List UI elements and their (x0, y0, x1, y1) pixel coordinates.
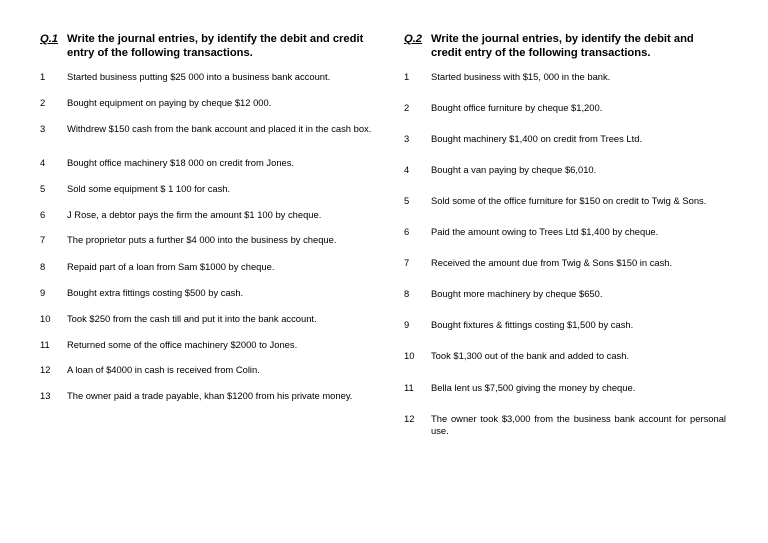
item-text: Sold some equipment $ 1 100 for cash. (67, 183, 231, 194)
item-number: 3 (40, 123, 46, 134)
question-2-heading (404, 32, 726, 60)
list-item (40, 157, 375, 169)
item-number: 2 (40, 97, 46, 108)
item-text: A loan of $4000 in cash is received from Colin. (67, 364, 260, 375)
list-item (404, 382, 726, 394)
list-item (40, 364, 375, 376)
item-number: 5 (40, 183, 46, 194)
item-text: Took $1,300 out of the bank and added to cash. (431, 350, 630, 361)
list-item (40, 313, 375, 325)
item-number: 6 (404, 226, 410, 237)
item-number: 1 (404, 71, 410, 82)
item-number: 11 (40, 339, 50, 350)
list-item (404, 195, 726, 207)
list-item (40, 339, 375, 351)
item-number: 12 (40, 364, 51, 375)
item-text: Bought a van paying by cheque $6,010. (431, 164, 597, 175)
list-item (40, 71, 375, 83)
list-item (40, 123, 375, 135)
item-text: Received the amount due from Twig & Sons $150 in cash. (431, 257, 673, 268)
list-item (404, 319, 726, 331)
item-number: 11 (404, 382, 414, 393)
list-item (404, 257, 726, 269)
list-item (404, 288, 726, 300)
item-number: 8 (40, 261, 46, 272)
item-text: Bought more machinery by cheque $650. (431, 288, 603, 299)
item-text: Started business putting $25 000 into a business bank account. (67, 71, 331, 82)
list-item (40, 183, 375, 195)
list-item (40, 234, 375, 246)
list-item (40, 287, 375, 299)
item-number: 9 (40, 287, 46, 298)
item-text: Repaid part of a loan from Sam $1000 by cheque. (67, 261, 275, 272)
item-text: Bought extra fittings costing $500 by cash. (67, 287, 244, 298)
list-item (404, 133, 726, 145)
item-text: Bella lent us $7,500 giving the money by cheque. (431, 382, 636, 393)
item-number: 7 (404, 257, 410, 268)
question-1-label: Q.1 (40, 33, 59, 45)
list-item (40, 390, 375, 402)
list-item (404, 350, 726, 362)
item-text: Took $250 from the cash till and put it into the bank account. (67, 313, 317, 324)
question-1-heading (40, 32, 375, 60)
list-item (404, 102, 726, 114)
item-number: 2 (404, 102, 410, 113)
item-number: 4 (404, 164, 410, 175)
item-number: 5 (404, 195, 410, 206)
item-number: 10 (40, 313, 51, 324)
item-number: 4 (40, 157, 46, 168)
item-text: The proprietor puts a further $4 000 into the business by cheque. (67, 234, 337, 245)
item-number: 10 (404, 350, 415, 361)
item-text: Withdrew $150 cash from the bank account and placed it in the cash box. (67, 123, 372, 134)
item-text: Returned some of the office machinery $2000 to Jones. (67, 339, 298, 350)
item-text: Sold some of the office furniture for $150 on credit to Twig & Sons. (431, 195, 707, 206)
list-item (404, 226, 726, 238)
question-2-text: Write the journal entries, by identify the debit and credit entry of the following transactions. (431, 33, 694, 59)
item-number: 7 (40, 234, 46, 245)
item-text: Bought machinery $1,400 on credit from Trees Ltd. (431, 133, 643, 144)
list-item (404, 71, 726, 83)
item-number: 3 (404, 133, 410, 144)
list-item (404, 413, 726, 436)
item-text: The owner paid a trade payable, khan $1200 from his private money. (67, 390, 353, 401)
item-text: Paid the amount owing to Trees Ltd $1,400 by cheque. (431, 226, 659, 237)
item-text: Bought equipment on paying by cheque $12 000. (67, 97, 272, 108)
list-item (40, 209, 375, 221)
item-number: 1 (40, 71, 46, 82)
list-item (40, 261, 375, 273)
list-item (404, 164, 726, 176)
item-text: The owner took $3,000 from the business bank account for personal use. (431, 413, 726, 436)
item-number: 8 (404, 288, 410, 299)
list-item (40, 97, 375, 109)
item-number: 12 (404, 413, 415, 424)
item-text: Bought fixtures & fittings costing $1,500 by cash. (431, 319, 634, 330)
item-number: 6 (40, 209, 46, 220)
item-number: 9 (404, 319, 410, 330)
item-text: Bought office machinery $18 000 on credit from Jones. (67, 157, 295, 168)
item-text: J Rose, a debtor pays the firm the amount $1 100 by cheque. (67, 209, 322, 220)
question-1-text: Write the journal entries, by identify the debit and credit entry of the following transactions. (67, 33, 364, 59)
item-text: Bought office furniture by cheque $1,200. (431, 102, 603, 113)
item-number: 13 (40, 390, 51, 401)
item-text: Started business with $15, 000 in the bank. (431, 71, 611, 82)
question-2-label: Q.2 (404, 33, 423, 45)
